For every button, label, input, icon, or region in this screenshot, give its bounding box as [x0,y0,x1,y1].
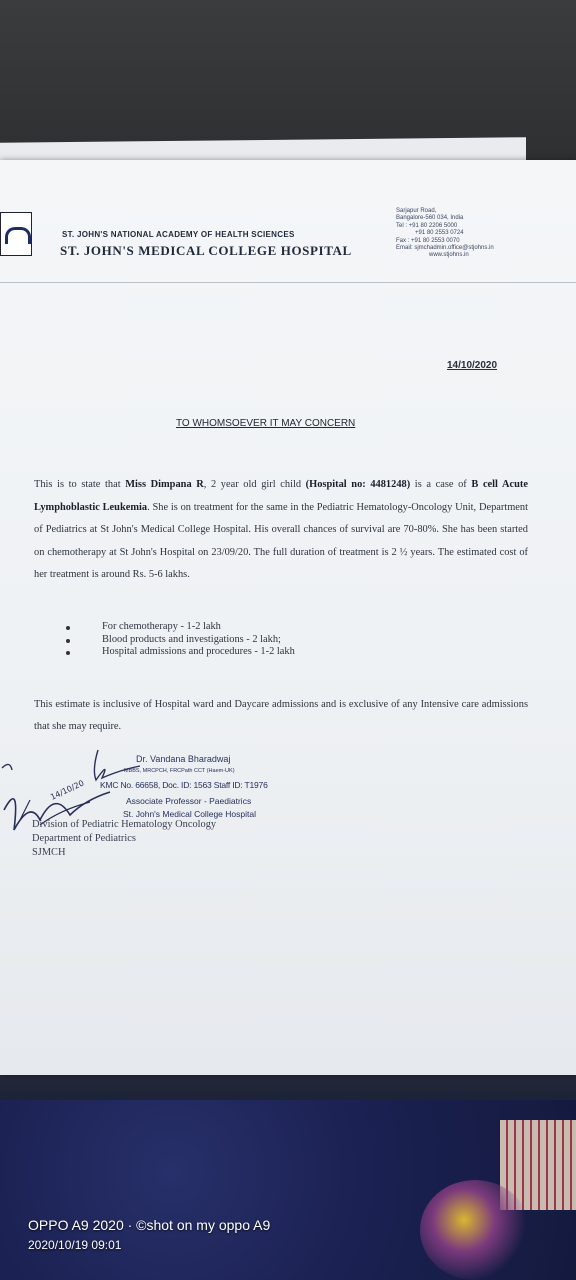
address-line: Fax : +91 80 2553 0070 [396,237,460,244]
department-line: Department of Pediatrics [32,833,136,844]
hospital-address [396,208,494,260]
list-item-text: Hospital admissions and procedures - 1-2 lakh [102,646,295,657]
signer-title: Associate Professor - Paediatrics [126,796,252,806]
address-line: +91 80 2553 0724 [415,230,464,237]
signer-college: St. John's Medical College Hospital [123,809,256,819]
bullet-icon [66,651,70,655]
handwritten-date: 14/10/20 [49,778,86,802]
signer-ids: KMC No. 66658, Doc. ID: 1563 Staff ID: T1976 [100,780,268,790]
camera-watermark: OPPO A9 2020 · ©shot on my oppo A9 [28,1217,271,1233]
text-run: This is to state that [34,479,126,490]
text-run: . She is on treatment for the same in the Pediatric Hematology-Oncology Unit, Department of Pediatrics at St John's Medical College Hospital. His overall chances of survival are 70-80%. She has been started on chemotherapy at St John's Hospital on 23/09/20. The full duration of treatment is 2 ½ years. The estimated cost of her treatment is around Rs. 5-6 lakhs. [34,501,528,580]
letter-sheet [0,160,576,1075]
list-item [66,621,295,634]
list-item [66,646,295,659]
signer-department-block [32,818,216,860]
hospital-number: (Hospital no: 4481248) [305,479,411,490]
institution-line-1: ST. JOHN'S NATIONAL ACADEMY OF HEALTH SCIENCES [62,230,295,239]
division-line: Division of Pediatric Hematology Oncology [32,819,217,830]
letter-heading: TO WHOMSOEVER IT MAY CONCERN [176,418,356,429]
letter-paragraph-1 [34,474,528,587]
address-line: www.stjohns.in [429,252,469,259]
address-line: Bangalore-560 034, India [396,215,464,222]
address-line: Tel : +91 80 2206 5000 [396,222,458,229]
text-run: , 2 year old girl child [203,479,306,490]
hospital-logo [0,212,32,256]
letter-date: 14/10/2020 [447,360,498,371]
signer-name: Dr. Vandana Bharadwaj [136,754,231,764]
timestamp-watermark: 2020/10/19 09:01 [28,1238,122,1252]
header-divider [0,282,576,283]
bullet-icon [66,626,70,630]
signer-degrees: MBBS, MRCPCH, FRCPath CCT (Haem-UK) [124,768,235,774]
list-item-text: For chemotherapy - 1-2 lakh [102,621,221,632]
text-run: is a case of [410,479,472,490]
bullet-icon [66,639,70,643]
diagnosis: B cell Acute Lymphoblastic Leukemia [34,479,528,513]
letter-paragraph-2: This estimate is inclusive of Hospital ward and Daycare admissions and is exclusive of any Intensive care admissions that she may require. [34,699,528,732]
address-line: Sarjapur Road, [396,208,437,214]
abbr-line: SJMCH [32,847,66,858]
patient-name: Miss Dimpana R [125,479,204,490]
cost-list [66,621,295,659]
institution-line-2: ST. JOHN'S MEDICAL COLLEGE HOSPITAL [60,243,352,258]
list-item [66,634,295,647]
address-line: Email: sjmchadmin.office@stjohns.in [396,245,494,252]
list-item-text: Blood products and investigations - 2 lakh; [102,633,281,645]
floral-pattern [420,1180,530,1280]
